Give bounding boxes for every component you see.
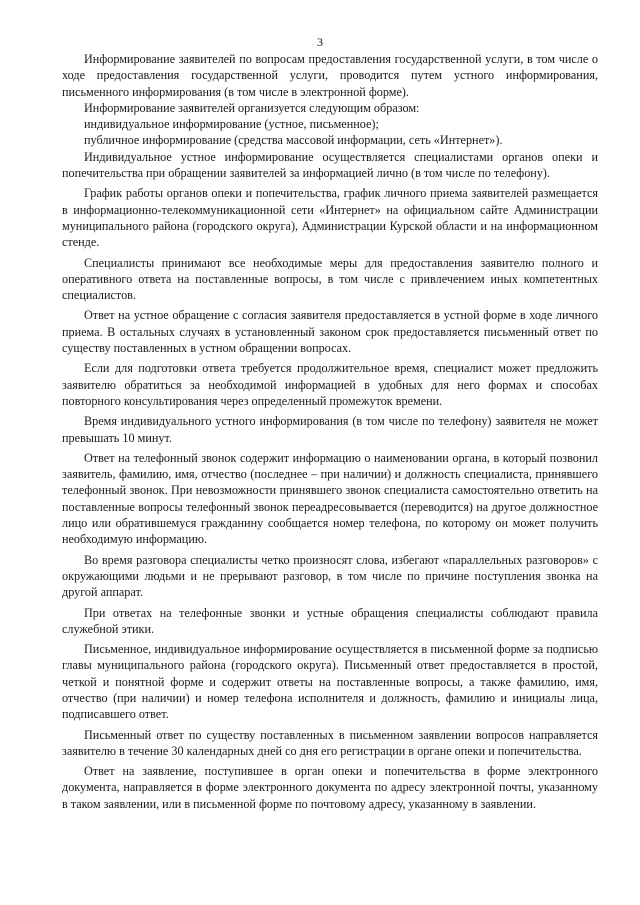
paragraph-12: Во время разговора специалисты четко произносят слова, избегают «параллельных разговоров» с окружающими людьми и не прерывают разговор, в том числе по причине поступления звонка на другой аппарат. (62, 552, 598, 600)
paragraph-10: Время индивидуального устного информирования (в том числе по телефону) заявителя не может превышать 10 минут. (62, 414, 598, 445)
paragraph-4: публичное информирование (средства массовой информации, сеть «Интернет»). (84, 133, 503, 148)
paragraph-3: индивидуальное информирование (устное, письменное); (84, 117, 379, 132)
paragraph-7: Специалисты принимают все необходимые меры для предоставления заявителю полного и оперативного ответа на поставленные вопросы, в том числе с привлечением иных компетентных специалистов. (62, 255, 598, 303)
page-number: 3 (317, 35, 323, 49)
document-body (62, 51, 598, 812)
paragraph-8: Ответ на устное обращение с согласия заявителя предоставляется в устной форме в ходе личного приема. В остальных случаях в установленный законом срок предоставляется письменный ответ по существу поставленных в устном обращении вопросах. (62, 308, 598, 356)
paragraph-13: При ответах на телефонные звонки и устные обращения специалисты соблюдают правила служебной этики. (62, 605, 598, 636)
paragraph-6: График работы органов опеки и попечительства, график личного приема заявителей размещается в информационно-телекоммуникационной сети «Интернет» на официальном сайте Администрации муниципального района (городского округа), Администрации Курской области и на информационном стенде. (62, 186, 598, 250)
paragraph-1: Информирование заявителей по вопросам предоставления государственной услуги, в том числе о ходе предоставления государственной услуги, проводится путем устного информирования, письменного информирования (в том числе в электронной форме). (62, 52, 598, 99)
paragraph-14: Письменное, индивидуальное информирование осуществляется в письменной форме за подписью главы муниципального района (городского округа). Письменный ответ предоставляется в простой, четкой и понятной форме и содержит ответы на поставленные вопросы, а также фамилию, имя, отчество (при наличии) и номер телефона исполнителя и должность, фамилию и инициалы лица, подписавшего ответ. (62, 642, 598, 722)
paragraph-16: Ответ на заявление, поступившее в орган опеки и попечительства в форме электронного документа, направляется в форме электронного документа по адресу электронной почты, указанному в таком заявлении, или в письменной форме по почтовому адресу, указанному в заявлении. (62, 764, 598, 811)
paragraph-11: Ответ на телефонный звонок содержит информацию о наименовании органа, в который позвонил заявитель, фамилию, имя, отчество (последнее – при наличии) и должность специалиста, принявшего телефонный звонок. При невозможности принявшего звонок специалиста самостоятельно ответить на поставленные вопросы телефонный звонок переадресовывается (переводится) на другое должностное лицо или обратившемуся гражданину сообщается номер телефона, по которому он может получить необходимую информацию. (62, 450, 598, 547)
paragraph-9: Если для подготовки ответа требуется продолжительное время, специалист может предложить заявителю обратиться за необходимой информацией в удобных для него формах и способах повторного консультирования через определенный промежуток времени. (62, 361, 598, 408)
paragraph-2: Информирование заявителей организуется следующим образом: (84, 100, 420, 115)
paragraph-15: Письменный ответ по существу поставленных в письменном заявлении вопросов направляется заявителю в течение 30 календарных дней со дня его регистрации в органе опеки и попечительства. (62, 727, 598, 758)
paragraph-5: Индивидуальное устное информирование осуществляется специалистами органов опеки и попечительства при обращении заявителей за информацией лично (в том числе по телефону). (62, 149, 598, 181)
